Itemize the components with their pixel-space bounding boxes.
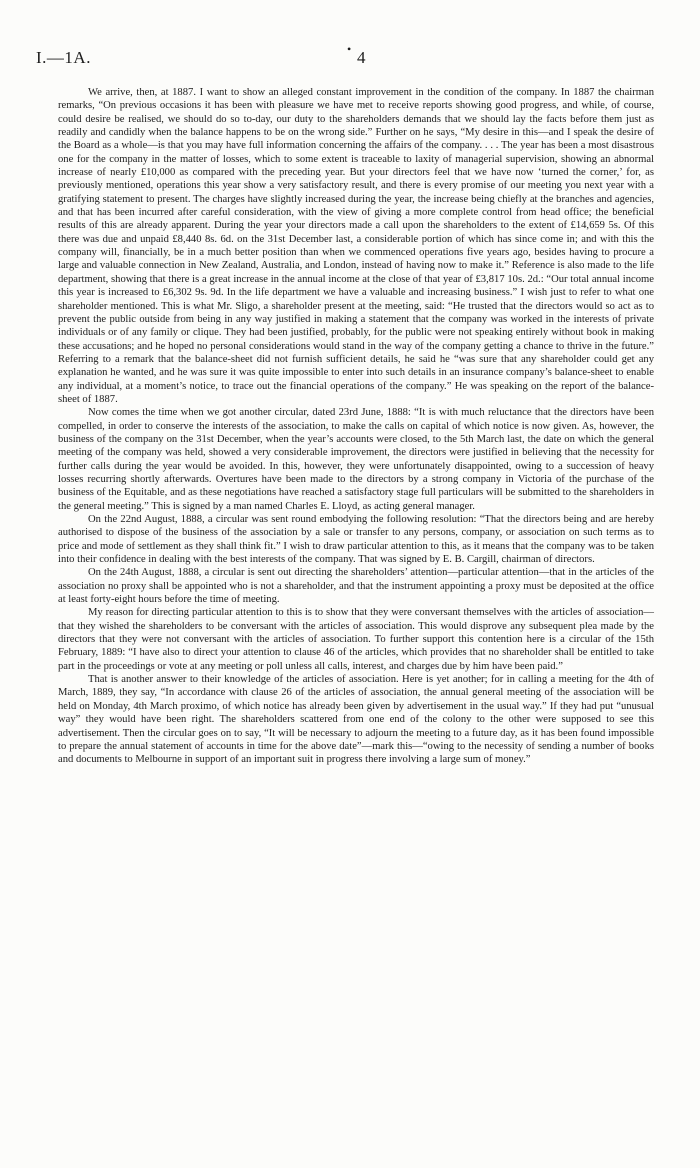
document-reference: I.—1A.	[36, 48, 91, 67]
paragraph: Now comes the time when we got another circular, dated 23rd June, 1888: “It is with much reluctance that the directors have been compelled, in order to conserve the interests of the association, to make the calls on capital of which notice is now given. As, however, the business of the company on the 31st December, when the year’s accounts were closed, to the 5th March last, the date on which the general meeting of the company was held, showed a very considerable improvement, the directors were justified in believing that the necessity for further calls during the year would be avoided. In this, however, they were unfortunately disappointed, owing to a succession of heavy losses recurring shortly afterwards. Overtures have been made to the directors by a strong company in Victoria of the purchase of the business of the Equitable, and as these negotiations have reached a satisfactory stage full particulars will be submitted to the shareholders in the general meeting.” This is signed by a man named Charles E. Lloyd, as acting general manager.	[58, 407, 654, 512]
paragraph: On the 24th August, 1888, a circular is sent out directing the shareholders’ attention—particular attention—that in the articles of the association no proxy shall be appointed who is not a shareholder, and that the instrument appointing a proxy must be deposited at the office at least forty-eight hours before the time of meeting.	[58, 567, 654, 606]
paragraph: That is another answer to their knowledge of the articles of association. Here is yet another; for in calling a meeting for the 4th of March, 1889, they say, “In accordance with clause 26 of the articles of association, the annual general meeting of the association will be held on Monday, 4th March proximo, of which notice has already been given by advertisement in the usual way.” If they had put “unusual way” they would have been right. The shareholders scattered from one end of the colony to the other were supposed to see this advertisement. Then the circular goes on to say, “It will be necessary to adjourn the meeting to a future day, as it has been found impossible to prepare the annual statement of accounts in time for the above date”—mark this—“owing to the necessity of sending a number of books and documents to Melbourne in support of an important suit in progress there involving a large sum of money.”	[58, 674, 654, 766]
paragraph: On the 22nd August, 1888, a circular was sent round embodying the following resolution: “That the directors being and are hereby authorised to dispose of the business of the association by a sale or transfer to any persons, company, or association on such terms as to price and mode of settlement as they shall think fit.” I wish to draw particular attention to this, as it means that the company was to be taken into their confidence in dealing with the best interests of the company. That was signed by E. B. Cargill, chairman of directors.	[58, 514, 654, 566]
header-dot: •	[347, 42, 352, 56]
paragraph: We arrive, then, at 1887. I want to show an alleged constant improvement in the condition of the company. In 1887 the chairman remarks, “On previous occasions it has been with pleasure we have met to receive reports showing good progress, and while, of course, could desire be realised, we should do so to-day, our duty to the shareholders demands that we should lay the facts before them just as readily and candidly when the balance happens to be on the wrong side.” Further on he says, “My desire in this—and I speak the desire of the Board as a whole—is that you may have full information concerning the affairs of the company. . . . The year has been a most disastrous one for the company in the matter of losses, which to some extent is traceable to laxity of managerial supervision, showing an abnormal increase of nearly £10,000 as compared with the preceding year. But your directors feel that we have now ‘turned the corner,’ for, as previously mentioned, operations this year show a very satisfactory result, and there is every promise of our meeting you next year with a gratifying statement to present. The charges have slightly increased during the year, the increase being chiefly at the branches and agencies, and that has been incurred after careful consideration, with the view of giving a more complete control from head office; the beneficial results of this are already apparent. During the year your directors made a call upon the shareholders to the extent of £14,659 5s. Of this there was due and unpaid £8,440 8s. 6d. on the 31st December last, a considerable portion of which has since come in; and with this the company will, financially, be in a much better position than when we commenced operations five years ago, besides having to procure a large and valuable connection in New Zealand, Australia, and London, instead of having now to make it.” Reference is also made to the life department, showing that there is a great increase in the annual income at the close of that year of £3,817 10s. 2d.: “Our total annual income this year is increased to £6,302 9s. 9d. In the life department we have a valuable and increasing business.” I wish just to refer to what one shareholder mentioned. This is what Mr. Sligo, a shareholder present at the meeting, said: “He trusted that the directors would so act as to prevent the public outside from being in any way justified in making a statement that the company was worked in the interests of private individuals or of any family or clique. They had been justified, probably, for the public were not speaking entirely without book in making these accusations; and he hoped no personal considerations would stand in the way of the company getting a chance to thrive in the future.” Referring to a remark that the balance-sheet did not furnish sufficient details, he said he “was sure that any shareholder could get any explanation he wanted, and he was sure it was quite impossible to enter into such details in an insurance company’s balance-sheet to enable any individual, at a moment’s notice, to trace out the financial operations of the company.” He was speaking on the report of the balance-sheet of 1887.	[58, 87, 654, 405]
body-text	[58, 86, 654, 767]
page-number: 4	[357, 48, 366, 67]
paragraph: My reason for directing particular attention to this is to show that they were conversant themselves with the articles of association—that they wished the shareholders to be conversant with the articles of association. This would disprove any subsequent plea made by the directors that they were not conversant with the articles of association. To further support this contention here is a circular of the 15th February, 1889: “I have also to direct your attention to clause 46 of the articles, which provides that no shareholder shall be entitled to take part in the proceedings or vote at any meeting or poll unless all calls, interest, and charges due by him have been paid.”	[58, 607, 654, 672]
page-header	[36, 42, 658, 72]
